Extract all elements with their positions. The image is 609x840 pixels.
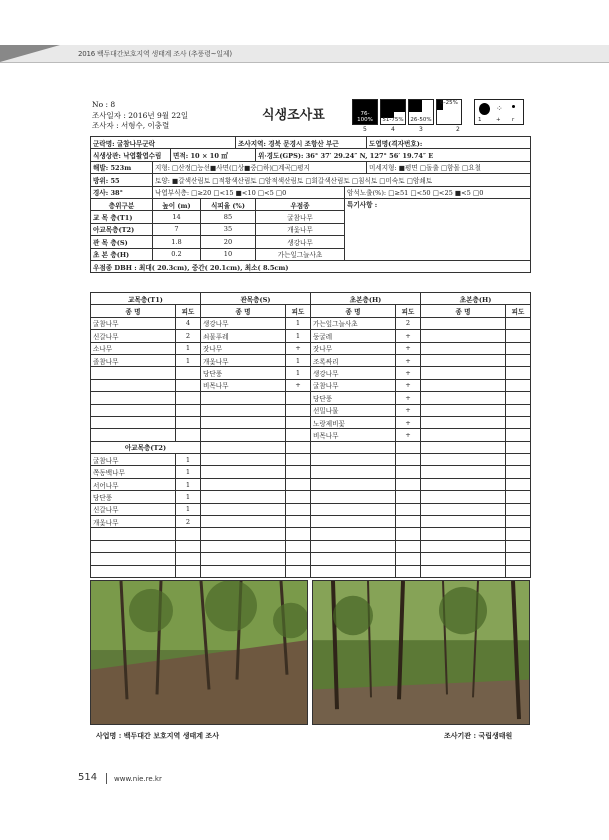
site-photos (90, 580, 530, 725)
community-name: 군락명: 굴참나무군락 (91, 137, 236, 149)
species-cover: 1 (286, 330, 311, 342)
species-cover: + (286, 379, 311, 391)
species-name: 쪽동백나무 (91, 466, 176, 478)
species-cover: 1 (286, 367, 311, 379)
species-cover: 2 (396, 317, 421, 329)
species-name: 굴참나무 (91, 317, 176, 329)
survey-date: 조사일자 : 2016년 9월 22일 (92, 111, 189, 120)
table-row (91, 491, 531, 503)
species-table: 교목층(T1) 관목층(S) 초본층(H) 초본층(H) 종 명 피도 종 명 피도 종 명 피도 종 명 피도 굴참나무 4 생강나무 1 가는잎그늘사초 2 신갈나무 2 쇠물푸레 1 둥굴레 + 소나무 1 잣나무 + 잣나무 + 졸참나무 1 개옻나무 1 조록싸리 + 당단풍 1 생강나무 + 비목나무 + 굴참나무 + 당단풍 + 선밀나물 + 노랑제비꽃 + 비목나무 + 아교목층(T2) 굴참나무 1 쪽동백나무 1 서어나무 1 당단풍 1 신갈나무 1 개옻나무 2 (90, 292, 531, 578)
map-sheet: 도엽명(격자번호): (367, 137, 531, 149)
species-name: 신갈나무 (91, 330, 176, 342)
table-row (91, 392, 531, 404)
cover-class-2: 6-25% (436, 99, 462, 125)
table-row (91, 478, 531, 490)
species-name: 당단풍 (201, 367, 286, 379)
cover-class-3: 26-50% (408, 99, 434, 125)
table-row (91, 404, 531, 416)
strata-row: 관 목 층(S) 1.8 20 생강나무 (91, 236, 531, 248)
table-row (91, 516, 531, 528)
table-row (91, 379, 531, 391)
table-row (91, 416, 531, 428)
species-name: 비목나무 (201, 379, 286, 391)
species-name: 굴참나무 (311, 379, 396, 391)
page-divider (106, 773, 107, 784)
species-cover: + (396, 392, 421, 404)
species-cover: + (396, 342, 421, 354)
page-number: 514 (78, 772, 98, 783)
species-cover: 2 (176, 330, 201, 342)
strata-row: 초 본 층(H) 0.2 10 가는잎그늘사초 (91, 248, 531, 260)
litter-layer: 낙엽부식층: □≥20 □<15 ■<10 □<5 □0 (153, 186, 345, 198)
species-cover: 1 (176, 354, 201, 366)
species-name: 잣나무 (201, 342, 286, 354)
species-cover: + (396, 416, 421, 428)
subcanopy-label: 아교목층(T2) (91, 441, 201, 453)
species-cover: 4 (176, 317, 201, 329)
table-row (91, 565, 531, 577)
site-url: www.nie.re.kr (114, 775, 162, 783)
species-name: 노랑제비꽃 (311, 416, 396, 428)
table-row (91, 540, 531, 552)
species-name: 비목나무 (311, 429, 396, 441)
species-name: 서어나무 (91, 478, 176, 490)
soil-type: 토양: ■갈색산림토 □적황색산림토 □암적색산림토 □회갈색산림토 □침식토 □미숙토 □암쇄토 (153, 174, 531, 186)
aspect: 방위: 55 (91, 174, 153, 186)
species-name: 개옻나무 (91, 516, 176, 528)
species-cover: 1 (176, 342, 201, 354)
surveyor: 조사자 : 서형수, 이충렬 (92, 121, 170, 130)
cover-class-4: 51-75% (380, 99, 406, 125)
plot-area: 면적: 10 × 10 ㎡ (171, 149, 256, 161)
species-cover: 1 (176, 503, 201, 515)
form-title: 식생조사표 (262, 108, 325, 123)
species-name: 조록싸리 (311, 354, 396, 366)
species-name: 쇠물푸레 (201, 330, 286, 342)
project-name: 사업명 : 백두대간 보호지역 생태계 조사 (96, 731, 219, 740)
species-name: 개옻나무 (201, 354, 286, 366)
species-cover: 1 (286, 354, 311, 366)
terrain: 지형: □산정□능선■사면(□상■중□하)□계곡□평지 (153, 161, 367, 173)
species-cover: + (396, 330, 421, 342)
site-photo-left (90, 580, 308, 725)
species-name: 당단풍 (311, 392, 396, 404)
species-cover: + (396, 429, 421, 441)
species-cover: 1 (176, 466, 201, 478)
strata-row: 교 목 층(T1) 14 85 굴참나무 (91, 211, 531, 223)
table-row (91, 553, 531, 565)
species-name: 선밀나물 (311, 404, 396, 416)
species-cover: 1 (176, 478, 201, 490)
running-header: 2016 백두대간보호지역 생태계 조사 (추풍령~일제) (78, 50, 232, 58)
table-row (91, 441, 531, 453)
species-name: 생강나무 (201, 317, 286, 329)
table-row (91, 330, 531, 342)
species-cover: 1 (176, 454, 201, 466)
survey-agency: 조사기관 : 국립생태원 (444, 731, 513, 740)
species-cover: + (396, 404, 421, 416)
gps-coordinates: 위·경도(GPS): 36° 37′ 29.24″ N, 127° 56′ 19.74″ E (256, 149, 531, 161)
physiognomy: 식생상관: 낙엽활엽수림 (91, 149, 171, 161)
micro-terrain: 미세지형: ■평면 □돌출 □함몰 □요철 (367, 161, 531, 173)
remarks: 특기사항 : (345, 198, 531, 260)
survey-location: 조사지역: 경북 문경시 조항산 부근 (236, 137, 367, 149)
table-row (91, 342, 531, 354)
species-cover: + (396, 367, 421, 379)
species-cover: + (286, 342, 311, 354)
cover-class-minor: ⁘ 1 + r (474, 99, 524, 125)
species-cover: 2 (176, 516, 201, 528)
species-name: 가는잎그늘사초 (311, 317, 396, 329)
strata-row: 아교목층(T2) 7 35 개옻나무 (91, 223, 531, 235)
record-number: No : 8 (92, 100, 116, 109)
dbh: 우점종 DBH : 최대( 20.3cm), 중간( 20.1cm), 최소( 8.5cm) (91, 260, 531, 272)
species-cover: 1 (176, 491, 201, 503)
species-cover: + (396, 354, 421, 366)
species-name: 졸참나무 (91, 354, 176, 366)
rock-exposure: 암석노출(%): □≥51 □<50 □<25 ■<5 □0 (345, 186, 531, 198)
species-name: 소나무 (91, 342, 176, 354)
species-name: 생강나무 (311, 367, 396, 379)
cover-class-5: 76-100% (352, 99, 378, 125)
species-cover: 1 (286, 317, 311, 329)
table-row (91, 367, 531, 379)
vegetation-survey-table: 군락명: 굴참나무군락 조사지역: 경북 문경시 조항산 부근 도엽명(격자번호): 식생상관: 낙엽활엽수림 면적: 10 × 10 ㎡ 위·경도(GPS): 36° 37′ 29.24″ N, 127° 56′ 19.74″ E 해발: 523m 지형: □산정□능선■사면(□상■중□하)□계곡□평지 미세지형: ■평면 □돌출 □함몰 □요철 방위: 55 토양: ■갈색산림토 □적황색산림토 □암적색산림토 □회갈색산림토 □침식토 □미숙토 □암쇄토 경사: 38° 낙엽부식층: □≥20 □<15 ■<10 □<5 □0 암석노출(%): □≥51 □<50 □<25 ■<5 □0 층위구분 높이 (m) 식피율 (%) 우점종 특기사항 : 교 목 층(T1) 14 85 굴참나무 아교목층(T2) 7 35 개옻나무 관 목 층(S) 1.8 20 생강나무 초 본 층(H) 0.2 10 가는잎그늘사초 우점종 DBH : 최대( 20.3cm), 중간( 20.1cm), 최소( 8.5cm) (90, 136, 531, 273)
table-row (91, 466, 531, 478)
species-name: 신갈나무 (91, 503, 176, 515)
table-row (91, 429, 531, 441)
table-row (91, 503, 531, 515)
species-cover: + (396, 379, 421, 391)
table-row (91, 317, 531, 329)
table-row (91, 454, 531, 466)
site-photo-right (312, 580, 530, 725)
species-name: 둥굴레 (311, 330, 396, 342)
table-row (91, 354, 531, 366)
table-row (91, 528, 531, 540)
altitude: 해발: 523m (91, 161, 153, 173)
species-name: 굴참나무 (91, 454, 176, 466)
species-name: 잣나무 (311, 342, 396, 354)
species-name: 당단풍 (91, 491, 176, 503)
header-rule (0, 62, 609, 63)
slope: 경사: 38° (91, 186, 153, 198)
